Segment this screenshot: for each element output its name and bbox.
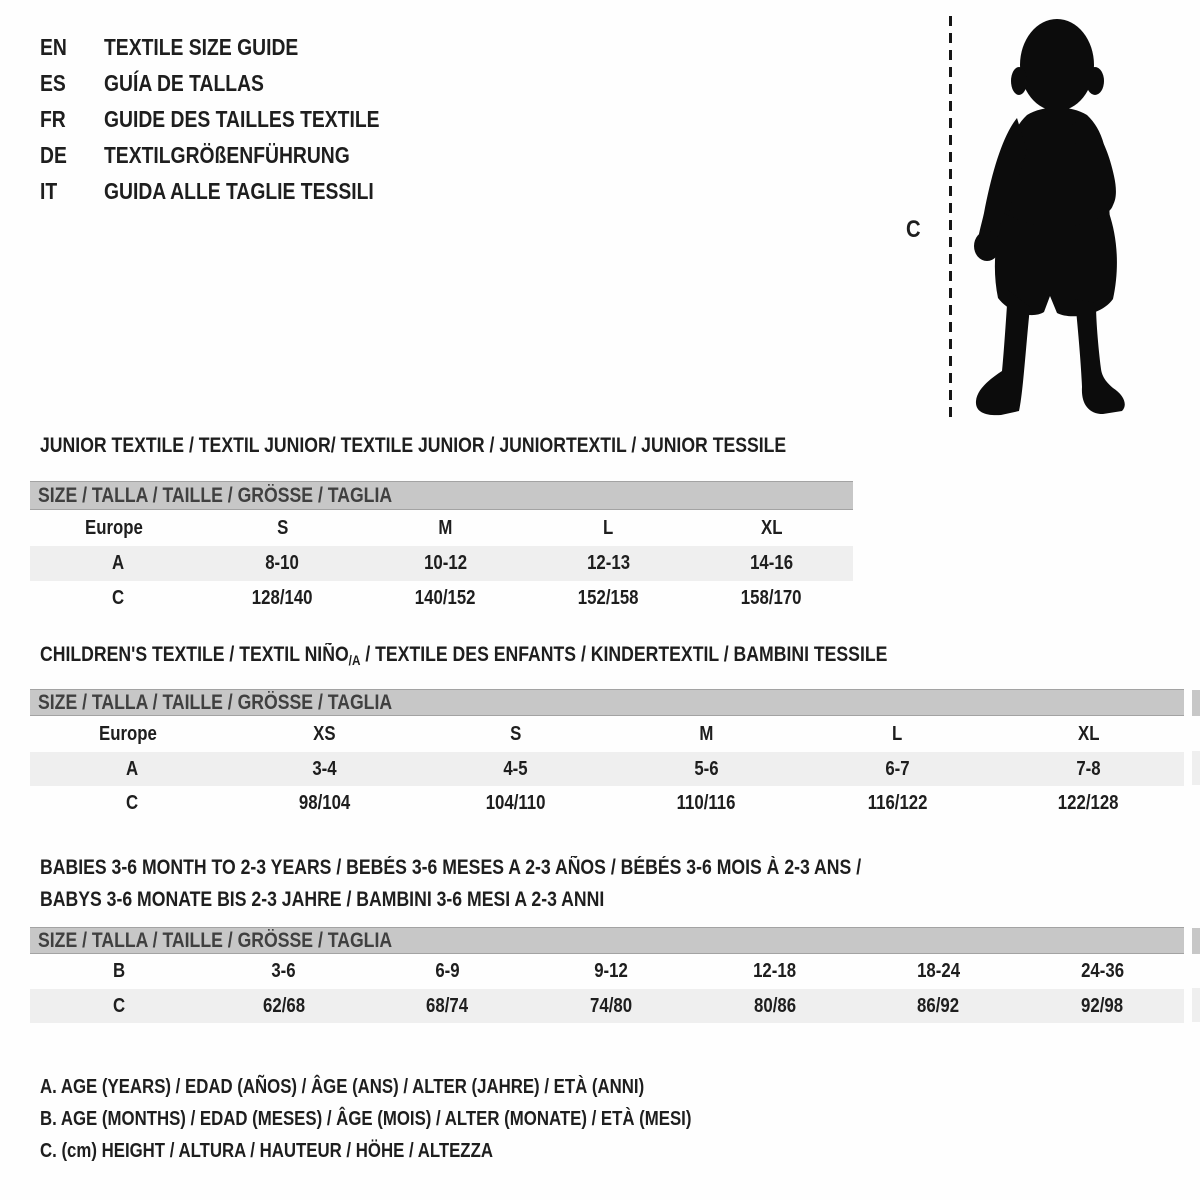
language-title: GUIDA ALLE TAGLIE TESSILI xyxy=(104,177,374,204)
language-code: EN xyxy=(40,33,67,60)
size-cell: 122/128 xyxy=(1058,792,1119,814)
title-subscript: /A xyxy=(348,652,361,668)
table-row-age-years xyxy=(30,546,853,581)
row-label: A xyxy=(126,757,139,780)
size-cell: 18-24 xyxy=(916,960,960,982)
size-cell: M xyxy=(438,516,453,539)
size-header-label: SIZE / TALLA / TAILLE / GRÖSSE / TAGLIA xyxy=(38,690,393,714)
legend-line-a: A. AGE (YEARS) / EDAD (AÑOS) / ÂGE (ANS) / ALTER (JAHRE) / ETÀ (ANNI) xyxy=(40,1075,645,1098)
size-cell: 92/98 xyxy=(1081,994,1124,1017)
language-row-fr xyxy=(40,101,432,137)
toddler-silhouette-image xyxy=(963,15,1135,420)
size-cell: 3-6 xyxy=(271,960,296,982)
size-cell: 98/104 xyxy=(298,792,351,814)
table-row-height-cm xyxy=(30,581,853,616)
language-title: TEXTILE SIZE GUIDE xyxy=(104,33,299,60)
language-code: DE xyxy=(40,141,67,168)
size-cell: 158/170 xyxy=(741,587,802,609)
size-cell: XS xyxy=(313,722,336,745)
legend-line-c: C. (cm) HEIGHT / ALTURA / HAUTEUR / HÖHE / ALTEZZA xyxy=(40,1139,493,1162)
size-cell: 4-5 xyxy=(503,757,528,780)
size-header-bar xyxy=(30,927,1184,954)
size-cell: 68/74 xyxy=(426,994,469,1017)
language-title: GUIDE DES TAILLES TEXTILE xyxy=(104,105,380,132)
language-row-de xyxy=(40,137,432,173)
height-dashed-line xyxy=(949,16,952,417)
table-right-edge-artifact xyxy=(1192,751,1200,785)
size-cell: 14-16 xyxy=(750,552,793,574)
row-label: B xyxy=(112,960,125,982)
babies-section-title: BABIES 3-6 MONTH TO 2-3 YEARS / BEBÉS 3-6 MESES A 2-3 AÑOS / BÉBÉS 3-6 MOIS À 2-3 ANS / BABYS 3-6 MONATE BIS 2-3 JAHRE / BAMBINI 3-6 MESI A 2-3 ANNI xyxy=(40,856,862,911)
row-label: C xyxy=(112,994,125,1017)
size-cell: 24-36 xyxy=(1080,960,1124,982)
size-cell: S xyxy=(276,516,289,539)
junior-section-title: JUNIOR TEXTILE / TEXTIL JUNIOR/ TEXTILE JUNIOR / JUNIORTEXTIL / JUNIOR TESSILE xyxy=(40,434,787,457)
size-cell: 3-4 xyxy=(312,757,337,780)
size-cell: 128/140 xyxy=(252,587,313,609)
size-cell: 5-6 xyxy=(694,757,719,780)
size-cell: M xyxy=(699,722,714,745)
language-code: ES xyxy=(40,69,66,96)
language-code: IT xyxy=(40,177,58,204)
size-cell: 7-8 xyxy=(1076,757,1101,780)
row-label: C xyxy=(126,792,139,814)
size-cell: 86/92 xyxy=(917,994,960,1017)
row-label: A xyxy=(112,552,125,574)
children-section-title: CHILDREN'S TEXTILE / TEXTIL $NIÑO_{/A}$ / TEXTILE DES ENFANTS / KINDERTEXTIL / BAMBINI TESSILE xyxy=(40,643,888,668)
language-title: GUÍA DE TALLAS xyxy=(104,69,264,96)
size-cell: L xyxy=(603,516,614,539)
size-cell: 6-9 xyxy=(435,960,460,982)
row-label: Europe xyxy=(99,722,157,745)
size-cell: 152/158 xyxy=(578,587,639,609)
row-label: Europe xyxy=(85,516,143,539)
language-title-list xyxy=(40,29,432,209)
table-row-height-cm xyxy=(30,786,1184,821)
language-code: FR xyxy=(40,105,66,132)
children-size-table xyxy=(30,689,1184,821)
size-cell: 116/122 xyxy=(867,792,928,814)
size-cell: 12-18 xyxy=(753,960,797,982)
junior-size-table xyxy=(30,481,853,616)
size-header-label: SIZE / TALLA / TAILLE / GRÖSSE / TAGLIA xyxy=(38,928,393,952)
language-row-en xyxy=(40,29,432,65)
size-cell: 110/116 xyxy=(677,792,736,814)
table-row-height-cm xyxy=(30,989,1184,1023)
size-cell: 80/86 xyxy=(753,994,796,1017)
measure-legend xyxy=(40,1071,816,1167)
size-cell: 10-12 xyxy=(424,552,467,574)
table-row-europe xyxy=(30,716,1184,752)
legend-line-b: B. AGE (MONTHS) / EDAD (MESES) / ÂGE (MOIS) / ALTER (MONATE) / ETÀ (MESI) xyxy=(40,1107,692,1130)
table-row-age-years xyxy=(30,752,1184,786)
height-measure-label: C xyxy=(906,216,921,243)
size-header-label: SIZE / TALLA / TAILLE / GRÖSSE / TAGLIA xyxy=(38,483,393,507)
table-row-europe xyxy=(30,510,853,546)
language-title: TEXTILGRÖßENFÜHRUNG xyxy=(104,141,350,168)
size-cell: 9-12 xyxy=(594,960,628,982)
size-cell: S xyxy=(509,722,522,745)
size-cell: 62/68 xyxy=(262,994,305,1017)
size-cell: L xyxy=(892,722,903,745)
size-cell: XL xyxy=(760,516,783,539)
table-right-edge-artifact xyxy=(1192,928,1200,954)
size-header-bar xyxy=(30,481,853,510)
size-cell: 8-10 xyxy=(265,552,300,574)
babies-size-table xyxy=(30,927,1184,1023)
size-cell: XL xyxy=(1077,722,1100,745)
size-cell: 6-7 xyxy=(885,757,910,780)
size-cell: 12-13 xyxy=(587,552,630,574)
size-cell: 74/80 xyxy=(589,994,633,1017)
size-header-bar xyxy=(30,689,1184,716)
language-row-it xyxy=(40,173,432,209)
table-right-edge-artifact xyxy=(1192,690,1200,716)
language-row-es xyxy=(40,65,432,101)
table-row-age-months xyxy=(30,954,1184,989)
row-label: C xyxy=(112,587,125,609)
table-right-edge-artifact xyxy=(1192,988,1200,1022)
size-cell: 140/152 xyxy=(415,587,476,609)
size-cell: 104/110 xyxy=(485,792,546,814)
